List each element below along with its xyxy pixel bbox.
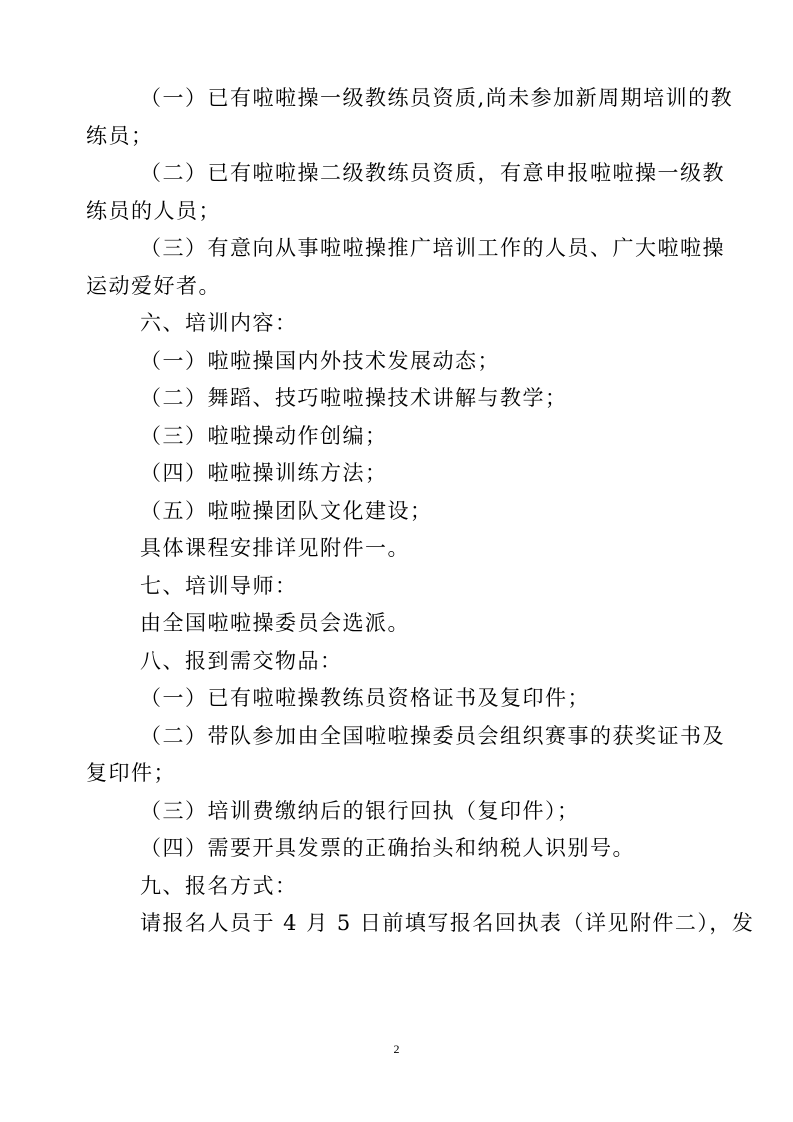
section-heading: 六、培训内容： — [140, 311, 298, 335]
list-item: （一）啦啦操国内外技术发展动态； — [140, 348, 500, 373]
list-item: （一）已有啦啦操教练员资格证书及复印件； — [140, 686, 590, 710]
text-line: 练员的人员； — [86, 198, 221, 223]
section-heading: 七、培训导师： — [140, 573, 298, 598]
list-item: （四）需要开具发票的正确抬头和纳税人识别号。 — [140, 836, 635, 860]
list-item: （三）啦啦操动作创编； — [140, 423, 388, 448]
list-item: （二）带队参加由全国啦啦操委员会组织赛事的获奖证书及 — [140, 723, 725, 748]
text-line: （二）已有啦啦操二级教练员资质，有意申报啦啦操一级教 — [140, 161, 725, 185]
list-item: （五）啦啦操团队文化建设； — [140, 498, 433, 523]
section-heading: 九、报名方式： — [140, 873, 298, 898]
document-body — [86, 80, 755, 943]
text-line: 由全国啦啦操委员会选派。 — [140, 611, 410, 635]
text-line: 请报名人员于 4 月 5 日前填写报名回执表（详见附件二），发 — [140, 911, 755, 935]
list-item: （二）舞蹈、技巧啦啦操技术讲解与教学； — [140, 386, 568, 410]
list-item: （三）培训费缴纳后的银行回执（复印件）； — [140, 798, 580, 823]
page-number: 2 — [393, 1042, 400, 1056]
list-item: （四）啦啦操训练方法； — [140, 461, 388, 485]
text-line: 具体课程安排详见附件一。 — [140, 536, 410, 560]
text-line: 练员； — [86, 123, 154, 148]
text-line: 复印件； — [86, 761, 176, 785]
section-heading: 八、报到需交物品： — [140, 648, 343, 673]
text-line: （一）已有啦啦操一级教练员资质,尚未参加新周期培训的教 — [140, 86, 734, 110]
text-line: （三）有意向从事啦啦操推广培训工作的人员、广大啦啦操 — [140, 236, 725, 260]
text-line: 运动爱好者。 — [86, 273, 221, 298]
